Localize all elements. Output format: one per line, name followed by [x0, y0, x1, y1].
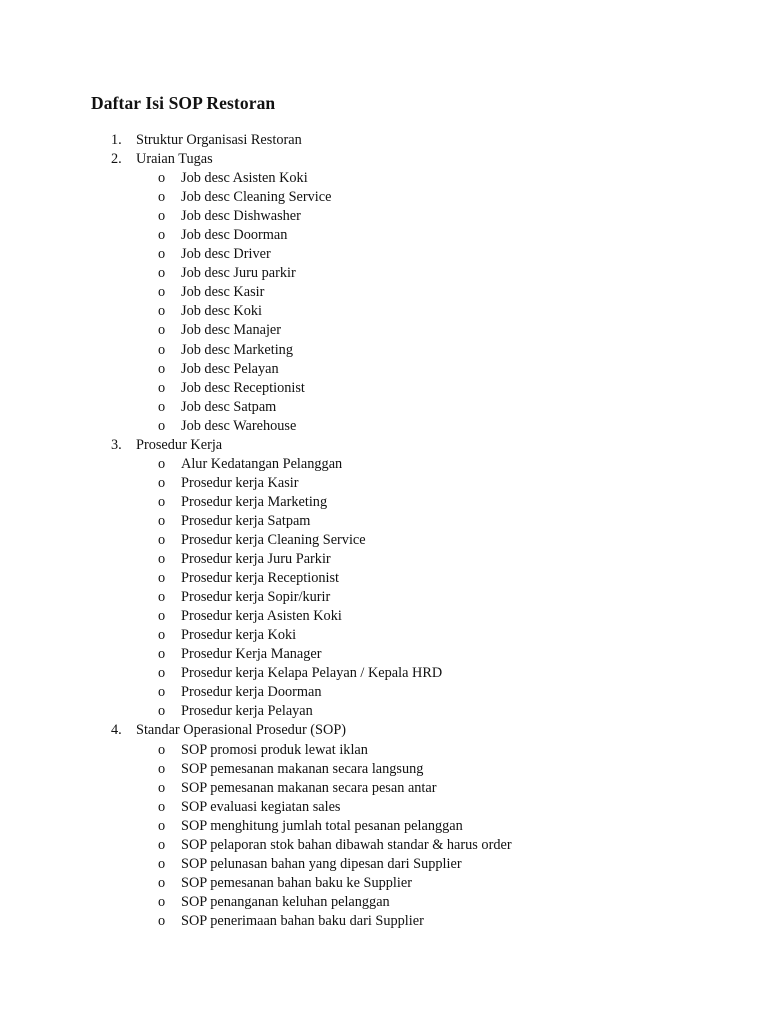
subitem-label: Job desc Asisten Koki: [181, 170, 308, 187]
toc-subitem: [0, 321, 768, 340]
toc-subitem: [0, 493, 768, 512]
subitem-label: Job desc Cleaning Service: [181, 189, 332, 206]
subitem-label: Alur Kedatangan Pelanggan: [181, 455, 343, 472]
bullet-icon: o: [158, 379, 166, 396]
bullet-icon: o: [158, 893, 166, 910]
bullet-icon: o: [158, 322, 166, 339]
bullet-icon: o: [158, 589, 166, 606]
subitem-label: Job desc Doorman: [181, 227, 288, 244]
subitem-label: Prosedur kerja Pelayan: [181, 703, 313, 720]
subitem-label: Job desc Pelayan: [181, 360, 279, 377]
bullet-icon: o: [158, 512, 166, 529]
subitem-label: Job desc Warehouse: [181, 417, 297, 434]
table-of-contents: [0, 131, 768, 931]
toc-subitem: [0, 226, 768, 245]
section-title: Standar Operasional Prosedur (SOP): [136, 722, 347, 739]
toc-section: [0, 436, 768, 455]
bullet-icon: o: [158, 570, 166, 587]
toc-subitem: [0, 893, 768, 912]
subitem-label: Prosedur kerja Receptionist: [181, 570, 340, 587]
subitem-label: SOP pelaporan stok bahan dibawah standar & harus order: [181, 836, 512, 853]
toc-subitem: [0, 188, 768, 207]
bullet-icon: o: [158, 836, 166, 853]
bullet-icon: o: [158, 417, 166, 434]
bullet-icon: o: [158, 189, 166, 206]
subitem-label: SOP penerimaan bahan baku dari Supplier: [181, 912, 424, 929]
subitem-label: Prosedur Kerja Manager: [181, 646, 322, 663]
bullet-icon: o: [158, 912, 166, 929]
bullet-icon: o: [158, 227, 166, 244]
toc-subitem: [0, 836, 768, 855]
bullet-icon: o: [158, 665, 166, 682]
bullet-icon: o: [158, 284, 166, 301]
bullet-icon: o: [158, 265, 166, 282]
toc-subitem: [0, 874, 768, 893]
bullet-icon: o: [158, 455, 166, 472]
subitem-label: Prosedur kerja Doorman: [181, 684, 322, 701]
toc-subitem: [0, 283, 768, 302]
subitem-label: Job desc Marketing: [181, 341, 293, 358]
toc-subitem: [0, 855, 768, 874]
subitem-label: Job desc Driver: [181, 246, 271, 263]
toc-subitem: [0, 588, 768, 607]
section-number: 2.: [111, 151, 122, 168]
bullet-icon: o: [158, 817, 166, 834]
toc-subitem: [0, 912, 768, 931]
bullet-icon: o: [158, 646, 166, 663]
bullet-icon: o: [158, 474, 166, 491]
document-title: Daftar Isi SOP Restoran: [91, 93, 276, 113]
subitem-label: Job desc Manajer: [181, 322, 282, 339]
bullet-icon: o: [158, 855, 166, 872]
bullet-icon: o: [158, 779, 166, 796]
toc-subitem: [0, 379, 768, 398]
bullet-icon: o: [158, 551, 166, 568]
bullet-icon: o: [158, 398, 166, 415]
subitem-label: SOP menghitung jumlah total pesanan pelanggan: [181, 817, 463, 834]
bullet-icon: o: [158, 760, 166, 777]
section-number: 4.: [111, 722, 122, 739]
toc-section: [0, 131, 768, 150]
toc-subitem: [0, 455, 768, 474]
toc-subitem: [0, 474, 768, 493]
toc-section: [0, 721, 768, 740]
bullet-icon: o: [158, 741, 166, 758]
subitem-label: Prosedur kerja Sopir/kurir: [181, 589, 331, 606]
toc-subitem: [0, 207, 768, 226]
bullet-icon: o: [158, 360, 166, 377]
bullet-icon: o: [158, 303, 166, 320]
section-number: 1.: [111, 132, 122, 148]
bullet-icon: o: [158, 874, 166, 891]
toc-subitem: [0, 550, 768, 569]
bullet-icon: o: [158, 246, 166, 263]
subitem-label: SOP penanganan keluhan pelanggan: [181, 893, 390, 910]
bullet-icon: o: [158, 684, 166, 701]
subitem-label: Job desc Kasir: [181, 284, 265, 301]
toc-subitem: [0, 398, 768, 417]
subitem-label: Job desc Dishwasher: [181, 208, 301, 225]
subitem-label: Prosedur kerja Marketing: [181, 493, 328, 510]
section-title: Struktur Organisasi Restoran: [136, 132, 302, 148]
section-title: Prosedur Kerja: [136, 436, 223, 453]
toc-subitem: [0, 760, 768, 779]
toc-subitem: [0, 360, 768, 379]
toc-subitem: [0, 512, 768, 531]
toc-subitem: [0, 683, 768, 702]
toc-subitem: [0, 169, 768, 188]
bullet-icon: o: [158, 208, 166, 225]
toc-subitem: [0, 417, 768, 436]
subitem-label: Prosedur kerja Cleaning Service: [181, 531, 366, 548]
toc-subitem: [0, 245, 768, 264]
bullet-icon: o: [158, 531, 166, 548]
toc-subitem: [0, 817, 768, 836]
toc-subitem: [0, 569, 768, 588]
subitem-label: Job desc Juru parkir: [181, 265, 296, 282]
toc-subitem: [0, 645, 768, 664]
subitem-label: Prosedur kerja Koki: [181, 627, 297, 644]
section-number: 3.: [111, 436, 122, 453]
subitem-label: SOP pemesanan makanan secara pesan antar: [181, 779, 437, 796]
bullet-icon: o: [158, 493, 166, 510]
toc-subitem: [0, 664, 768, 683]
subitem-label: SOP promosi produk lewat iklan: [181, 741, 368, 758]
toc-subitem: [0, 798, 768, 817]
toc-subitem: [0, 531, 768, 550]
subitem-label: Prosedur kerja Satpam: [181, 512, 311, 529]
subitem-label: Job desc Koki: [181, 303, 263, 320]
bullet-icon: o: [158, 627, 166, 644]
bullet-icon: o: [158, 798, 166, 815]
bullet-icon: o: [158, 608, 166, 625]
toc-subitem: [0, 607, 768, 626]
section-title: Uraian Tugas: [136, 151, 213, 168]
toc-subitem: [0, 264, 768, 283]
subitem-label: Prosedur kerja Asisten Koki: [181, 608, 342, 625]
subitem-label: SOP pemesanan bahan baku ke Supplier: [181, 874, 412, 891]
toc-subitem: [0, 779, 768, 798]
subitem-label: Prosedur kerja Kasir: [181, 474, 299, 491]
subitem-label: Prosedur kerja Juru Parkir: [181, 551, 331, 568]
bullet-icon: o: [158, 703, 166, 720]
toc-subitem: [0, 702, 768, 721]
toc-subitem: [0, 741, 768, 760]
subitem-label: SOP evaluasi kegiatan sales: [181, 798, 341, 815]
toc-subitem: [0, 341, 768, 360]
toc-section: [0, 150, 768, 169]
subitem-label: Job desc Satpam: [181, 398, 277, 415]
subitem-label: Prosedur kerja Kelapa Pelayan / Kepala HRD: [181, 665, 443, 682]
subitem-label: SOP pelunasan bahan yang dipesan dari Supplier: [181, 855, 462, 872]
toc-subitem: [0, 626, 768, 645]
bullet-icon: o: [158, 170, 166, 187]
subitem-label: SOP pemesanan makanan secara langsung: [181, 760, 424, 777]
toc-subitem: [0, 302, 768, 321]
subitem-label: Job desc Receptionist: [181, 379, 305, 396]
bullet-icon: o: [158, 341, 166, 358]
